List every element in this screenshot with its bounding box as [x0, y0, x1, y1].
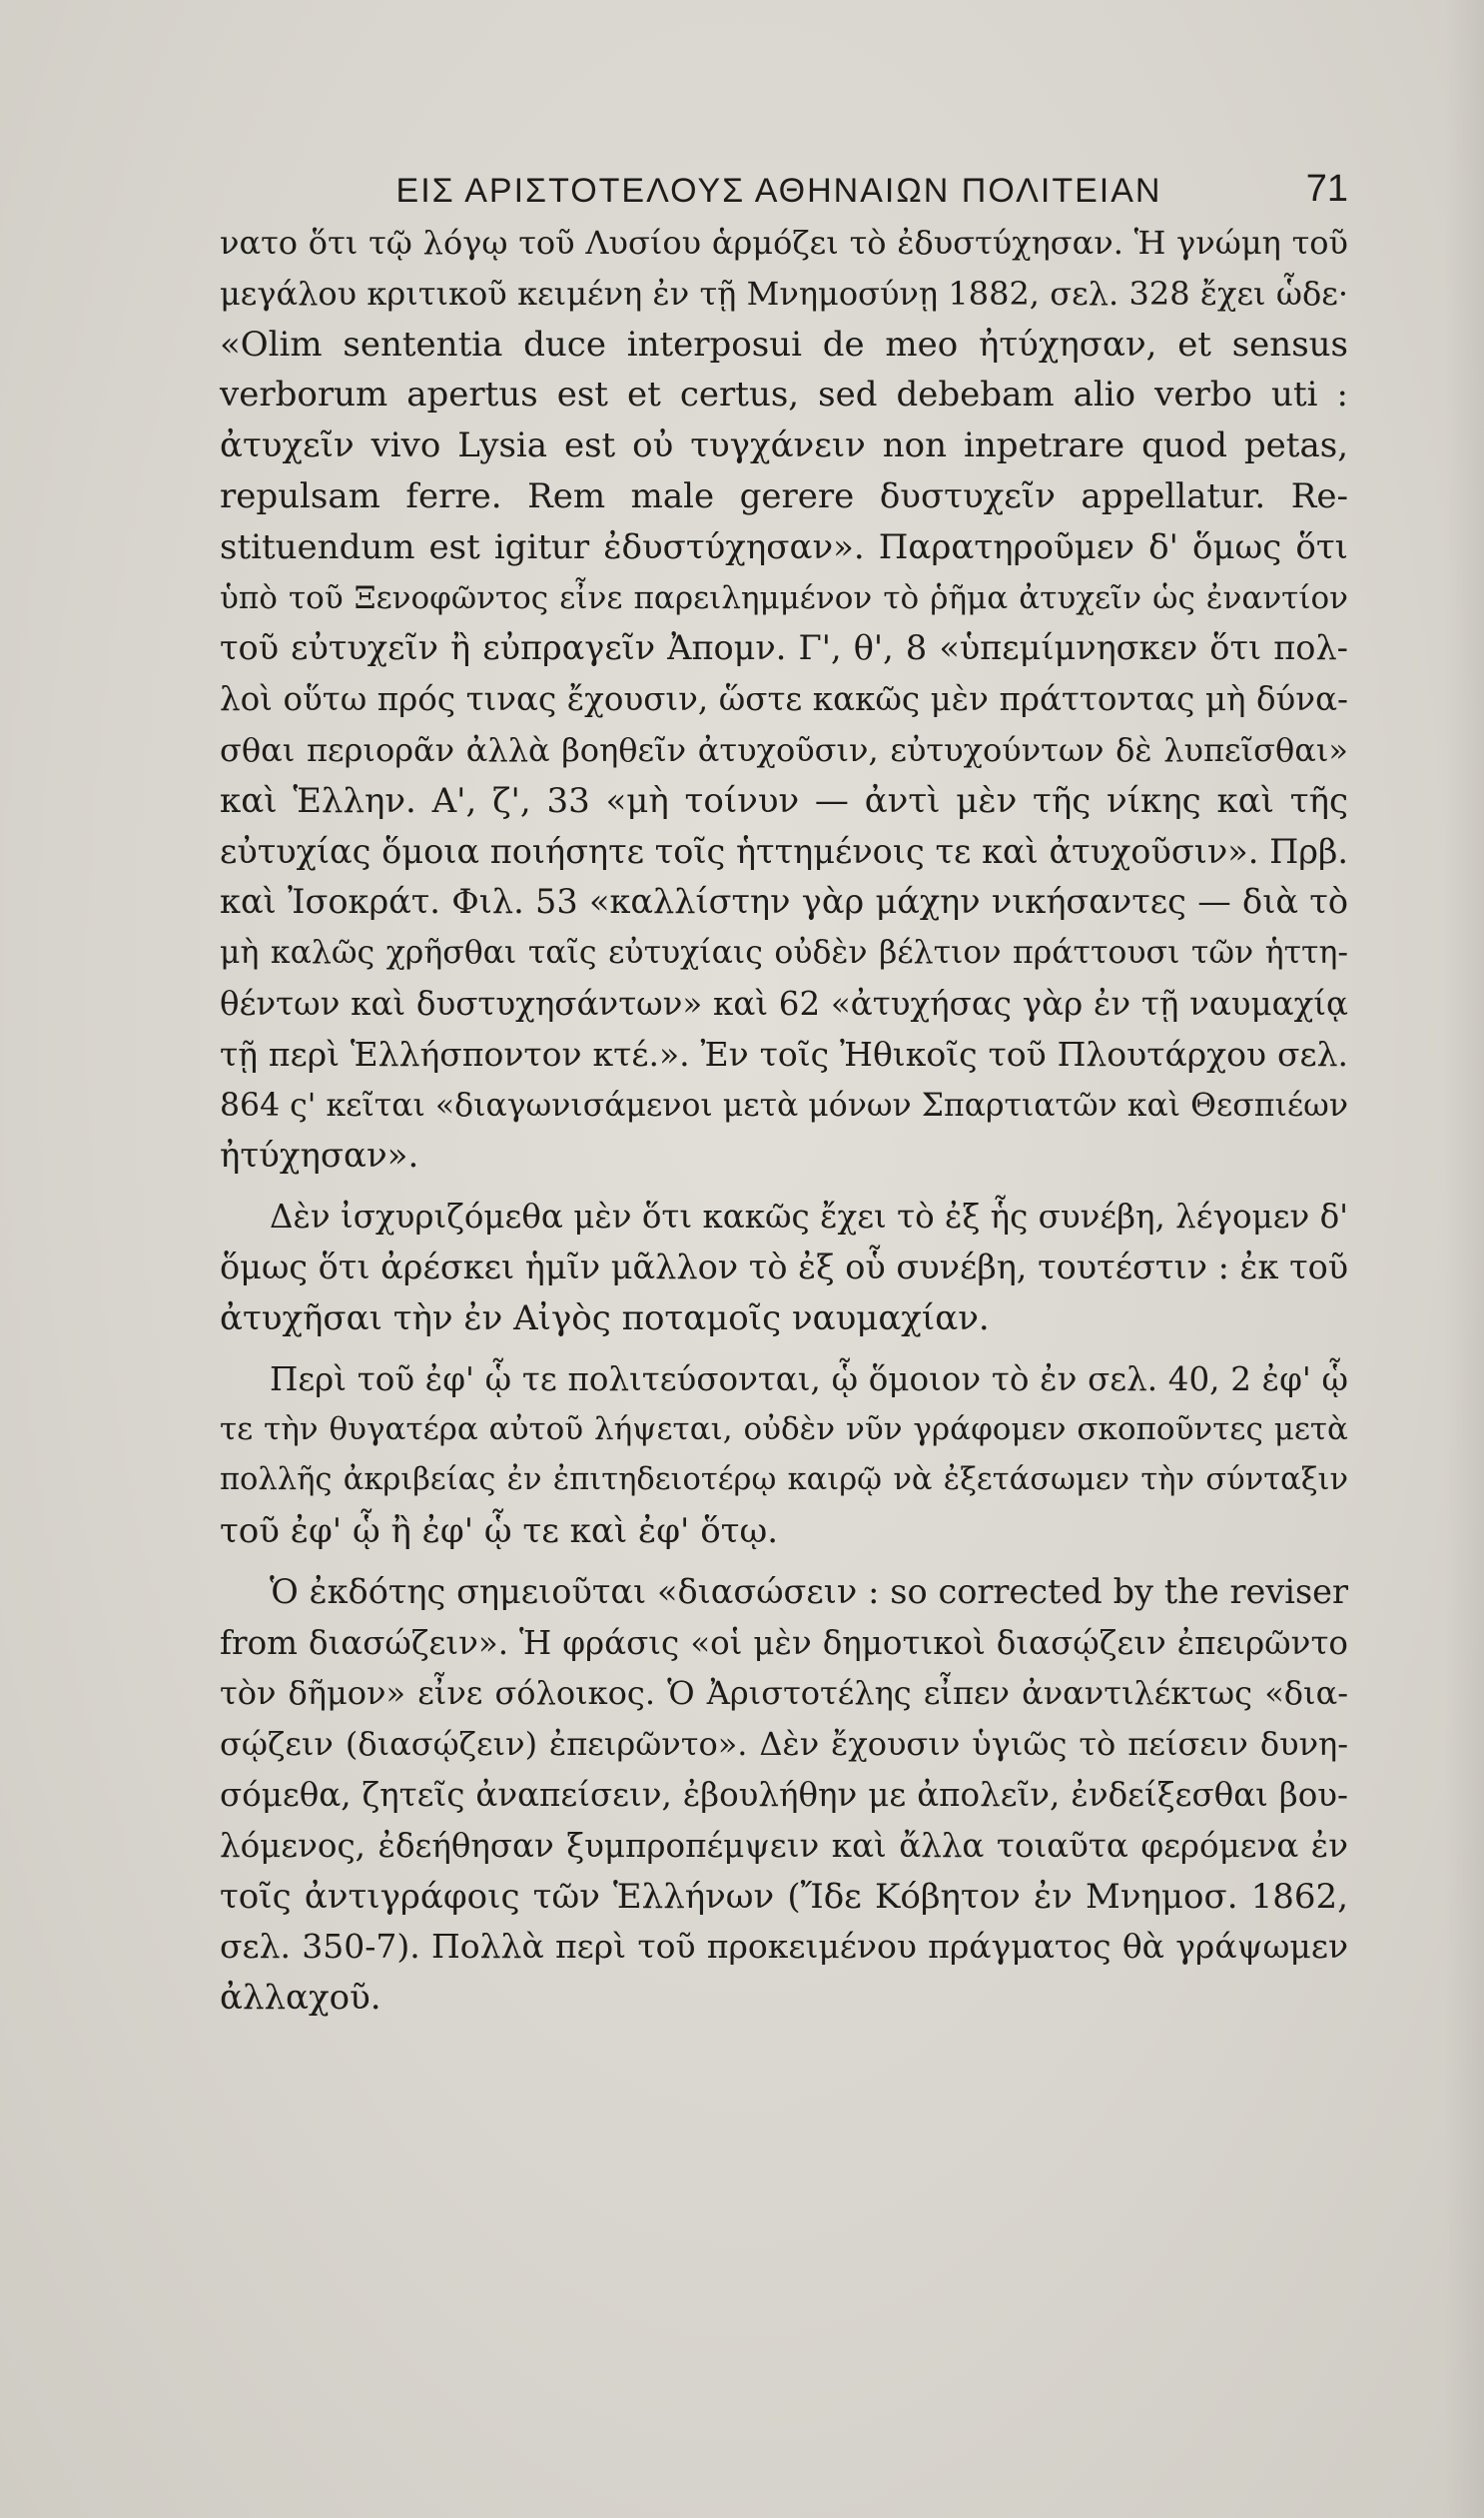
text-line: Ὁ ἐκδότης σημειοῦται «διασώσειν : so corrected by the reviser	[270, 1571, 1348, 1611]
paragraph	[220, 1354, 1348, 1557]
text-line: τε τὴν θυγατέρα αὐτοῦ λήψεται, οὐδὲν νῦν γράφομεν σκοποῦντες μετὰ	[220, 1411, 1348, 1448]
text-line: Δὲν ἰσχυριζόμεθα μὲν ὅτι κακῶς ἔχει τὸ ἐξ ἧς συνέβη, λέγομεν δ'	[270, 1198, 1349, 1237]
text-line: ἀτυχῆσαι τὴν ἐν Αἰγὸς ποταμοῖς ναυμαχίαν.	[220, 1297, 990, 1338]
running-title: ΕΙΣ ΑΡΙΣΤΟΤΕΛΟΥΣ ΑΘΗΝΑΙΩΝ ΠΟΛΙΤΕΙΑΝ	[395, 172, 1162, 210]
text-line: ἀλλαχοῦ.	[220, 1978, 381, 2019]
text-line: 864 ς' κεῖται «διαγωνισάμενοι μετὰ μόνων Σπαρτιατῶν καὶ Θεσπιέων	[220, 1087, 1348, 1124]
text-line: ἀτυχεῖν vivo Lysia est οὐ τυγχάνειν non inpetrare quod petas,	[220, 425, 1348, 466]
text-line: ὅμως ὅτι ἀρέσκει ἡμῖν μᾶλλον τὸ ἐξ οὗ συνέβη, τουτέστιν : ἐκ τοῦ	[220, 1247, 1349, 1286]
page-edge-shadow	[1444, 0, 1484, 2518]
text-line: λοὶ οὕτω πρός τινας ἔχουσιν, ὥστε κακῶς μὲν πράττοντας μὴ δύνα-	[220, 680, 1348, 719]
text-line: repulsam ferre. Rem male gerere δυστυχεῖν appellatur. Re-	[220, 475, 1348, 516]
text-line: Περὶ τοῦ ἐφ' ᾧ τε πολιτεύσονται, ᾧ ὅμοιον τὸ ἐν σελ. 40, 2 ἐφ' ᾧ	[270, 1359, 1348, 1398]
text-line: πολλῆς ἀκριβείας ἐν ἐπιτηδειοτέρῳ καιρῷ νὰ ἐξετάσωμεν τὴν σύνταξιν	[220, 1462, 1348, 1498]
paragraph	[220, 1192, 1348, 1343]
text-line: ἠτύχησαν».	[220, 1136, 419, 1177]
text-line: from διασώζειν». Ἡ φράσις «οἱ μὲν δημοτικοὶ διασῴζειν ἐπειρῶντο	[220, 1623, 1348, 1662]
body-text	[220, 218, 1348, 2024]
text-line: τοῦ εὐτυχεῖν ἢ εὐπραγεῖν Ἀπομν. Γ', θ', 8 «ὑπεμίμνησκεν ὅτι πολ-	[220, 628, 1348, 668]
text-line: καὶ Ἑλλην. Α', ζ', 33 «μὴ τοίνυν — ἀντὶ μὲν τῆς νίκης καὶ τῆς	[220, 780, 1348, 821]
text-line: νατο ὅτι τῷ λόγῳ τοῦ Λυσίου ἁρμόζει τὸ ἐδυστύχησαν. Ἡ γνώμη τοῦ	[220, 224, 1348, 262]
paragraph	[220, 1567, 1348, 2024]
text-line: σθαι περιορᾶν ἀλλὰ βοηθεῖν ἀτυχοῦσιν, εὐτυχούντων δὲ λυπεῖσθαι»	[220, 730, 1348, 769]
text-line: μεγάλου κριτικοῦ κειμένη ἐν τῇ Μνημοσύνῃ 1882, σελ. 328 ἔχει ὧδε·	[220, 274, 1348, 313]
text-line: λόμενος, ἐδεήθησαν ξυμπροπέμψειν καὶ ἄλλα τοιαῦτα φερόμενα ἐν	[220, 1826, 1348, 1865]
text-line: μὴ καλῶς χρῆσθαι ταῖς εὐτυχίαις οὐδὲν βέλτιον πράττουσι τῶν ἡττη-	[220, 935, 1348, 972]
text-line: τοῦ ἐφ' ᾧ ἢ ἐφ' ᾧ τε καὶ ἐφ' ὅτῳ.	[220, 1510, 779, 1551]
page-header	[220, 168, 1348, 218]
paragraph	[220, 218, 1348, 1182]
text-line: καὶ Ἰσοκράτ. Φιλ. 53 «καλλίστην γὰρ μάχην νικήσαντες — διὰ τὸ	[220, 882, 1348, 922]
text-line: εὐτυχίας ὅμοια ποιήσητε τοῖς ἡττημένοις τε καὶ ἀτυχοῦσιν». Πρβ.	[220, 831, 1348, 871]
text-line: verborum apertus est et certus, sed debebam alio verbo uti :	[220, 375, 1348, 416]
text-line: ὑπὸ τοῦ Ξενοφῶντος εἶνε παρειλημμένον τὸ ῥῆμα ἀτυχεῖν ὡς ἐναντίον	[220, 579, 1348, 616]
page-number: 71	[1305, 168, 1348, 210]
text-line: τοῖς ἀντιγράφοις τῶν Ἑλλήνων (Ἴδε Κόβητον ἐν Μνημοσ. 1862,	[220, 1876, 1348, 1917]
text-line: «Olim sententia duce interposui de meo ἠτύχησαν, et sensus	[220, 324, 1348, 365]
text-line: τὸν δῆμον» εἶνε σόλοικος. Ὁ Ἀριστοτέλης εἶπεν ἀναντιλέκτως «δια-	[220, 1674, 1348, 1713]
text-line: σῴζειν (διασῴζειν) ἐπειρῶντο». Δὲν ἔχουσιν ὑγιῶς τὸ πείσειν δυνη-	[220, 1725, 1348, 1764]
text-line: θέντων καὶ δυστυχησάντων» καὶ 62 «ἀτυχήσας γὰρ ἐν τῇ ναυμαχίᾳ	[220, 984, 1348, 1023]
text-line: stituendum est igitur ἐδυστύχησαν». Παρατηροῦμεν δ' ὅμως ὅτι	[220, 526, 1348, 567]
text-line: σελ. 350-7). Πολλὰ περὶ τοῦ προκειμένου πράγματος θὰ γράψωμεν	[220, 1927, 1348, 1967]
text-line: σόμεθα, ζητεῖς ἀναπείσειν, ἐβουλήθην με ἀπολεῖν, ἐνδείξεσθαι βου-	[220, 1775, 1348, 1814]
text-line: τῇ περὶ Ἑλλήσποντον κτέ.». Ἐν τοῖς Ἠθικοῖς τοῦ Πλουτάρχου σελ.	[220, 1034, 1348, 1074]
